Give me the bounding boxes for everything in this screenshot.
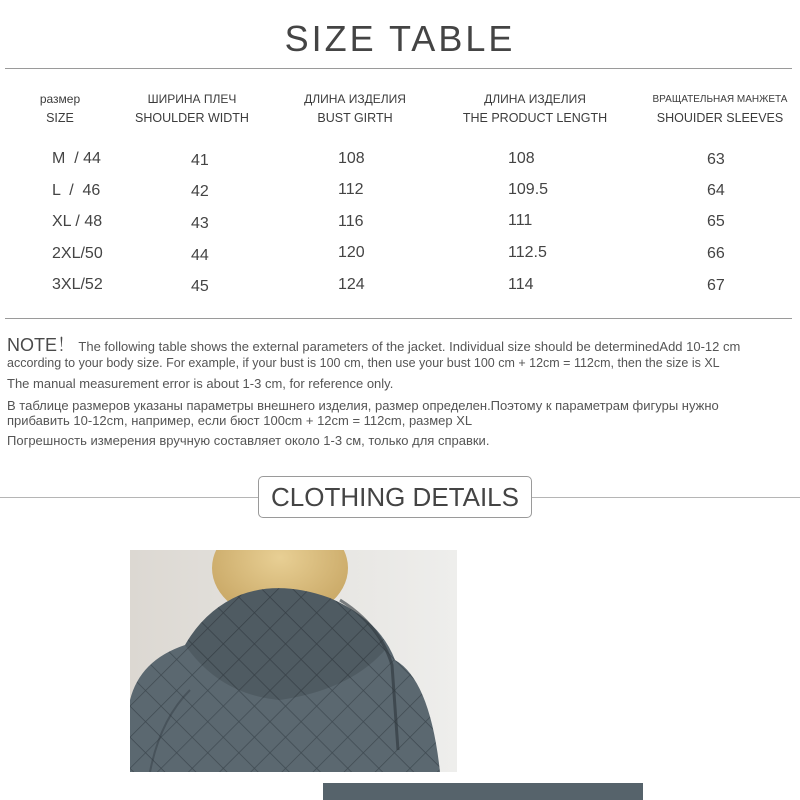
cell-bust: 108: [338, 150, 365, 167]
cell-size: M / 44: [52, 150, 101, 167]
header-length: [450, 90, 620, 128]
top-divider: [5, 68, 792, 69]
jacket-photo: [130, 550, 457, 772]
cell-sleeves: 67: [707, 277, 725, 294]
cell-sleeves: 66: [707, 245, 725, 262]
cell-bust: 124: [338, 276, 365, 293]
note-ru-2: прибавить 10-12cm, например, если бюст 100cm + 12cm = 112cm, размер XL: [7, 413, 473, 428]
cell-size: 2XL/50: [52, 245, 103, 262]
cell-length: 112.5: [508, 244, 547, 261]
cell-size: L / 46: [52, 182, 101, 199]
header-length-ru: ДЛИНА ИЗДЕЛИЯ: [484, 92, 586, 106]
cell-size: 3XL/52: [52, 276, 103, 293]
cell-sleeves: 63: [707, 151, 725, 168]
cell-bust: 120: [338, 244, 365, 261]
header-bust: [280, 90, 430, 128]
cell-length: 111: [508, 212, 533, 229]
header-size-ru: размер: [39, 92, 81, 106]
cell-size: XL / 48: [52, 213, 103, 230]
cell-length: 109.5: [508, 181, 549, 198]
header-size-en: SIZE: [46, 111, 74, 125]
jacket-photo-2: [323, 783, 643, 800]
note-line-1: [7, 337, 792, 355]
header-bust-ru: ДЛИНА ИЗДЕЛИЯ: [304, 92, 406, 106]
header-sleeves-ru: ВРАЩАТЕЛЬНАЯ МАНЖЕТА: [652, 94, 788, 105]
table-divider: [5, 318, 792, 319]
note-text-3: The manual measurement error is about 1-3 cm, for reference only.: [7, 376, 394, 391]
note-text-2: according to your body size. For example, if your bust is 100 cm, then use your bust 100 cm + 12cm = 112cm, then the size is XL: [7, 356, 720, 370]
cell-shoulder: 43: [191, 215, 209, 232]
note-ru-3: Погрешность измерения вручную составляет около 1-3 см, только для справки.: [7, 433, 490, 448]
header-sleeves-en: SHOUIDER SLEEVES: [656, 111, 784, 125]
cell-bust: 116: [338, 213, 364, 230]
note-text-1: The following table shows the external parameters of the jacket. Individual size should be determinedAdd 10-12 cm: [78, 339, 741, 354]
cell-length: 108: [508, 150, 535, 167]
header-shoulder-ru: ШИРИНА ПЛЕЧ: [147, 92, 237, 106]
cell-shoulder: 41: [191, 152, 209, 169]
header-bust-en: BUST GIRTH: [317, 111, 393, 125]
note-ru-1: В таблице размеров указаны параметры внешнего изделия, размер определен.Поэтому к параметрам фигуры нужно: [7, 398, 719, 413]
jacket-illustration: [130, 550, 457, 772]
cell-shoulder: 44: [191, 247, 209, 264]
header-length-en: THE PRODUCT LENGTH: [462, 111, 608, 125]
note-label: NOTE！: [7, 335, 76, 355]
page-title: SIZE TABLE: [284, 18, 516, 59]
header-shoulder-en: SHOULDER WIDTH: [135, 111, 249, 125]
cell-length: 114: [508, 276, 534, 293]
header-shoulder: [122, 90, 262, 128]
header-sleeves: [645, 90, 795, 128]
cell-shoulder: 45: [191, 278, 209, 295]
cell-sleeves: 65: [707, 213, 725, 230]
cell-shoulder: 42: [191, 183, 209, 200]
header-size: [20, 90, 100, 128]
details-title: CLOTHING DETAILS: [258, 476, 532, 518]
cell-sleeves: 64: [707, 182, 725, 199]
cell-bust: 112: [338, 181, 364, 198]
